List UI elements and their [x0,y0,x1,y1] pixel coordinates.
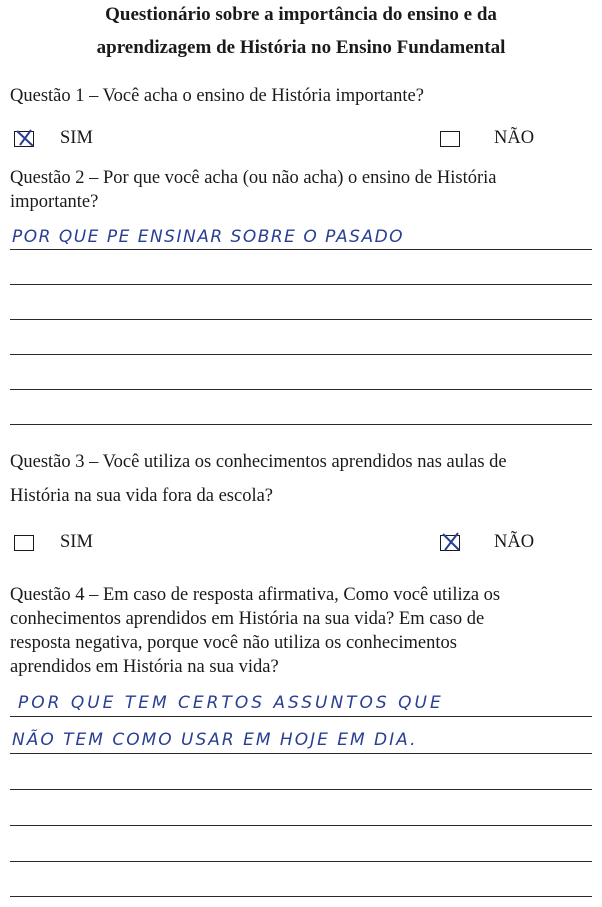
q2-handwritten-answer: POR QUE PE ENSINAR SOBRE O PASADO [12,227,405,247]
question-4-text-line2: conhecimentos aprendidos em História na sua vida? Em caso de [10,609,485,629]
q3-nao-check-mark [440,531,464,553]
question-2-text-line1: Questão 2 – Por que você acha (ou não acha) o ensino de História [10,168,497,188]
q4-answer-line-1 [10,716,592,717]
question-1-text: Questão 1 – Você acha o ensino de História importante? [10,86,424,106]
q4-handwritten-answer-line2: NÃO TEM COMO USAR EM HOJE EM DIA. [12,730,418,750]
q4-answer-line-2 [10,753,592,754]
q4-handwritten-answer-line1: POR QUE TEM CERTOS ASSUNTOS QUE [18,693,444,713]
q3-nao-label: NÃO [494,532,535,552]
q4-answer-line-5 [10,861,592,862]
q3-sim-label: SIM [60,532,93,552]
q2-answer-line-4 [10,354,592,355]
q2-answer-line-5 [10,389,592,390]
q1-nao-label: NÃO [494,128,535,148]
question-2-text-line2: importante? [10,192,99,212]
q4-answer-line-4 [10,825,592,826]
questionnaire-title-line1: Questionário sobre a importância do ensino e da [105,4,497,25]
question-3-text-line1: Questão 3 – Você utiliza os conhecimentos aprendidos nas aulas de [10,452,507,472]
q4-answer-line-6 [10,896,592,897]
question-4-text-line1: Questão 4 – Em caso de resposta afirmativa, Como você utiliza os [10,585,501,605]
q2-answer-line-2 [10,284,592,285]
questionnaire-title-line2: aprendizagem de História no Ensino Fundamental [96,37,506,58]
question-4-text-line3: resposta negativa, porque você não utiliza os conhecimentos [10,633,457,653]
question-3-text-line2: História na sua vida fora da escola? [10,486,274,506]
q2-answer-line-3 [10,319,592,320]
q2-answer-line-1 [10,249,592,250]
q1-sim-label: SIM [60,128,93,148]
q3-sim-checkbox[interactable] [14,535,34,551]
q1-nao-checkbox[interactable] [440,131,460,147]
q4-answer-line-3 [10,789,592,790]
q2-answer-line-6 [10,424,592,425]
q1-sim-check-mark [14,128,38,148]
question-4-text-line4: aprendidos em História na sua vida? [10,657,279,677]
